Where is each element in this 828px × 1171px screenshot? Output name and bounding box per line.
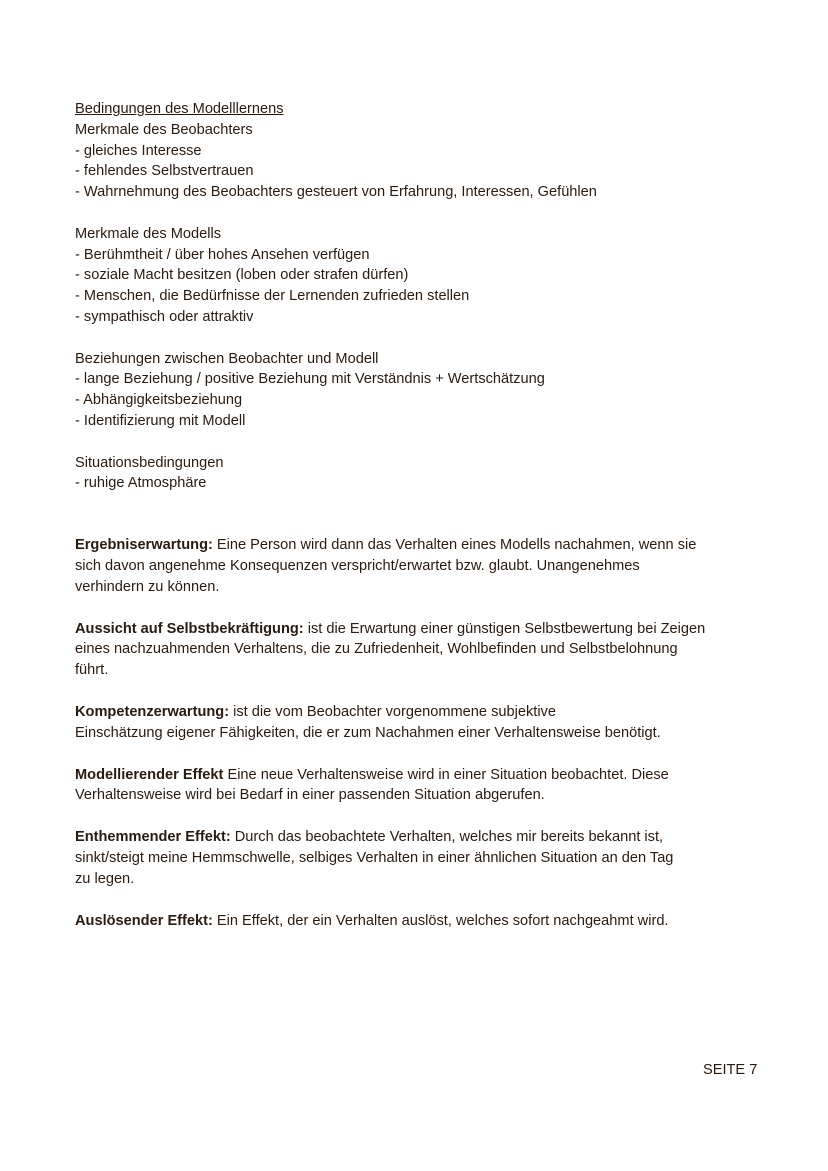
definition-term: Aussicht auf Selbstbekräftigung:: [75, 620, 304, 637]
list-item: - lange Beziehung / positive Beziehung mit Verständnis + Wertschätzung: [75, 371, 545, 388]
list-item: - Berühmtheit / über hohes Ansehen verfügen: [75, 246, 370, 263]
list-item: - gleiches Interesse: [75, 142, 202, 159]
list-item: - Menschen, die Bedürfnisse der Lernenden zufrieden stellen: [75, 288, 470, 305]
definition-text: Verhaltensweise wird bei Bedarf in einer passenden Situation abgerufen.: [75, 787, 545, 804]
section-heading: Beziehungen zwischen Beobachter und Modell: [75, 350, 379, 367]
definition-text: Eine Person wird dann das Verhalten eines Modells nachahmen, wenn sie: [212, 537, 697, 554]
definition-text: ist die vom Beobachter vorgenommene subjektive: [229, 703, 556, 720]
list-item: - sympathisch oder attraktiv: [75, 308, 254, 325]
definition-term: Enthemmender Effekt:: [75, 829, 231, 846]
definition-enthemmender-effekt: [75, 827, 775, 889]
definition-term: Kompetenzerwartung:: [75, 703, 230, 720]
definition-ausloesender-effekt: [75, 911, 775, 932]
definition-term: Modellierender Effekt: [75, 766, 224, 783]
definition-selbstbekraeftigung: [75, 619, 775, 681]
list-item: - fehlendes Selbstvertrauen: [75, 163, 254, 180]
list-item: - soziale Macht besitzen (loben oder strafen dürfen): [75, 267, 409, 284]
definition-text: sich davon angenehme Konsequenzen verspricht/erwartet bzw. glaubt. Unangenehmes: [75, 557, 640, 574]
definition-ergebniserwartung: [75, 535, 775, 597]
section-heading: Merkmale des Modells: [75, 225, 221, 242]
list-item: - ruhige Atmosphäre: [75, 475, 207, 492]
definition-text: zu legen.: [75, 870, 135, 887]
definition-kompetenzerwartung: [75, 702, 775, 744]
definition-term: Ergebniserwartung:: [75, 537, 213, 554]
definition-text: Ein Effekt, der ein Verhalten auslöst, welches sofort nachgeahmt wird.: [212, 912, 669, 929]
list-item: - Identifizierung mit Modell: [75, 412, 246, 429]
definition-text: Einschätzung eigener Fähigkeiten, die er zum Nachahmen einer Verhaltensweise benötigt.: [75, 724, 661, 741]
definition-text: ist die Erwartung einer günstigen Selbstbewertung bei Zeigen: [303, 620, 706, 637]
section-heading: Situationsbedingungen: [75, 454, 224, 471]
definition-text: führt.: [75, 662, 109, 679]
definition-text: Eine neue Verhaltensweise wird in einer Situation beobachtet. Diese: [223, 766, 669, 783]
definition-text: verhindern zu können.: [75, 578, 220, 595]
page-number: SEITE 7: [703, 1062, 758, 1078]
section-heading: Merkmale des Beobachters: [75, 121, 253, 138]
document-page: [75, 99, 775, 931]
definition-text: sinkt/steigt meine Hemmschwelle, selbiges Verhalten in einer ähnlichen Situation an den Tag: [75, 849, 674, 866]
page-title: Bedingungen des Modelllernens: [75, 101, 284, 117]
definition-text: eines nachzuahmenden Verhaltens, die zu Zufriedenheit, Wohlbefinden und Selbstbelohnung: [75, 641, 678, 658]
definition-text: Durch das beobachtete Verhalten, welches mir bereits bekannt ist,: [230, 829, 664, 846]
definition-modellierender-effekt: [75, 765, 775, 807]
definition-term: Auslösender Effekt:: [75, 912, 213, 929]
list-item: - Abhängigkeitsbeziehung: [75, 392, 243, 409]
list-item: - Wahrnehmung des Beobachters gesteuert von Erfahrung, Interessen, Gefühlen: [75, 184, 597, 201]
